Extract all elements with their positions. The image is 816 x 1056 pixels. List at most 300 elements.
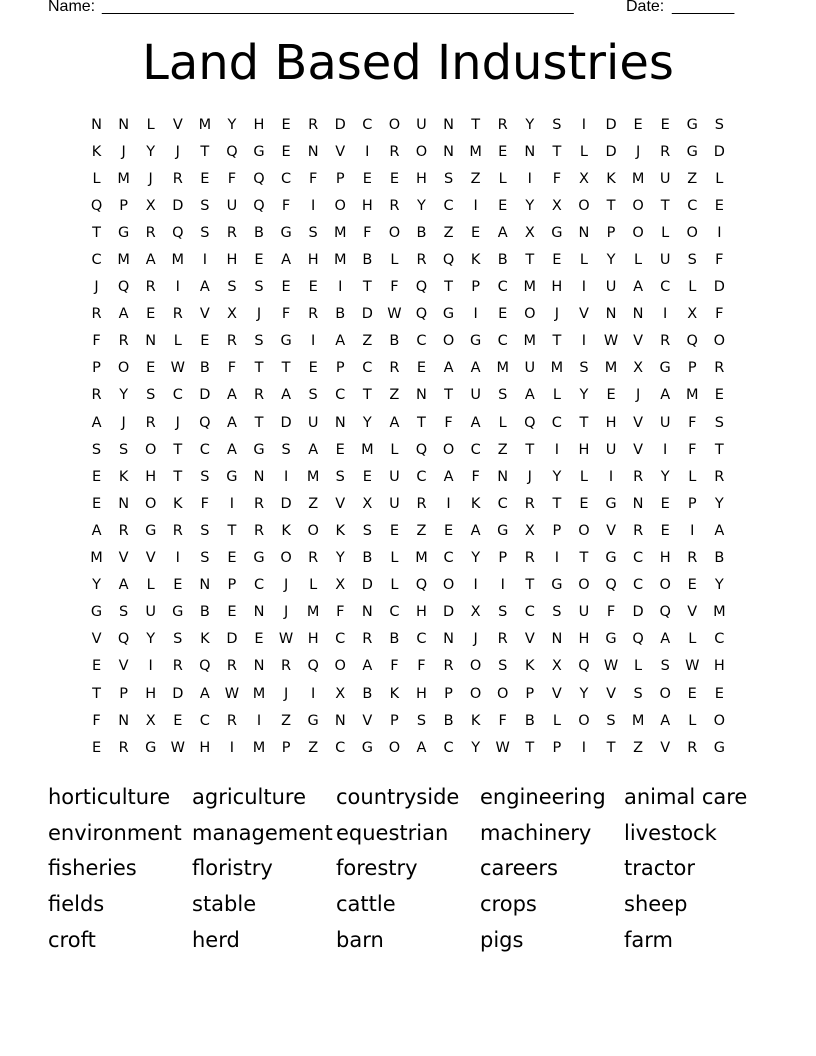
grid-letter: W — [387, 306, 402, 323]
grid-letter: W — [685, 658, 700, 675]
grid-letter: T — [606, 197, 616, 214]
grid-letter: Y — [606, 252, 616, 269]
grid-letter: A — [660, 387, 671, 404]
grid-letter: V — [633, 333, 644, 350]
word-list-item: floristry — [192, 856, 273, 881]
grid-row — [83, 165, 733, 192]
grid-letter: G — [117, 224, 130, 241]
grid-letter: E — [687, 685, 697, 702]
grid-letter: Q — [524, 414, 536, 431]
grid-letter: K — [470, 252, 481, 269]
grid-letter: L — [634, 658, 643, 675]
grid-letter: S — [119, 604, 129, 621]
word-list-item: barn — [336, 928, 384, 953]
grid-letter: M — [117, 170, 130, 187]
grid-letter: S — [200, 197, 210, 214]
grid-letter: I — [608, 468, 614, 485]
grid-letter: T — [660, 197, 670, 214]
grid-letter: E — [254, 631, 264, 648]
grid-letter: K — [470, 495, 481, 512]
word-list-item: management — [192, 820, 333, 845]
grid-letter: P — [335, 170, 345, 187]
grid-letter: Q — [117, 631, 130, 648]
grid-letter: C — [416, 468, 427, 485]
grid-letter: E — [606, 387, 616, 404]
word-list-item: agriculture — [192, 784, 306, 809]
grid-letter: I — [311, 197, 316, 214]
grid-letter: J — [635, 143, 641, 160]
grid-letter: L — [688, 279, 697, 296]
grid-letter: L — [92, 170, 101, 187]
grid-letter: H — [551, 279, 563, 296]
grid-letter: H — [578, 631, 590, 648]
grid-letter: N — [632, 495, 644, 512]
word-list-item: herd — [192, 928, 240, 953]
grid-letter: N — [253, 468, 265, 485]
grid-letter: K — [606, 170, 616, 187]
grid-letter: S — [416, 712, 427, 729]
grid-letter: A — [714, 522, 725, 539]
grid-letter: O — [280, 550, 292, 567]
grid-letter: D — [172, 685, 184, 702]
grid-letter: Z — [389, 387, 400, 404]
grid-letter: D — [713, 143, 725, 160]
grid-row — [83, 328, 733, 355]
grid-letter: N — [443, 116, 454, 133]
grid-letter: L — [390, 550, 399, 567]
grid-letter: Z — [281, 712, 292, 729]
grid-letter: Y — [146, 143, 156, 160]
grid-letter: Q — [415, 577, 428, 594]
grid-letter: G — [551, 577, 563, 594]
grid-letter: E — [498, 197, 508, 214]
word-list-item: cattle — [336, 892, 396, 917]
grid-letter: A — [199, 279, 210, 296]
grid-letter: M — [550, 360, 564, 377]
grid-letter: F — [606, 604, 616, 621]
grid-letter: Q — [199, 658, 211, 675]
grid-letter: O — [578, 522, 590, 539]
grid-letter: H — [307, 631, 319, 648]
grid-row — [83, 653, 733, 680]
grid-letter: G — [605, 550, 617, 567]
grid-letter: R — [362, 631, 373, 648]
grid-letter: M — [198, 116, 212, 133]
grid-letter: N — [253, 604, 265, 621]
grid-letter: B — [199, 604, 210, 621]
grid-letter: R — [253, 495, 265, 512]
grid-letter: S — [579, 360, 589, 377]
grid-letter: I — [554, 441, 559, 458]
grid-letter: H — [307, 252, 319, 269]
grid-letter: T — [471, 116, 481, 133]
grid-letter: V — [524, 631, 535, 648]
grid-letter: G — [307, 712, 319, 729]
grid-letter: R — [91, 306, 102, 323]
grid-letter: F — [336, 604, 345, 621]
grid-letter: N — [118, 495, 130, 512]
grid-letter: O — [469, 685, 482, 702]
grid-letter: F — [471, 468, 480, 485]
grid-letter: C — [91, 252, 102, 269]
grid-letter: D — [361, 577, 373, 594]
grid-letter: J — [473, 631, 478, 648]
grid-letter: F — [92, 712, 101, 729]
grid-letter: Q — [578, 658, 590, 675]
grid-letter: O — [144, 495, 157, 512]
grid-letter: Y — [471, 739, 481, 756]
grid-letter: H — [361, 197, 373, 214]
grid-row — [83, 246, 733, 273]
grid-letter: E — [714, 197, 724, 214]
grid-letter: G — [605, 495, 617, 512]
grid-letter: C — [443, 739, 454, 756]
grid-letter: T — [444, 279, 453, 296]
grid-letter: M — [252, 739, 266, 756]
grid-letter: G — [145, 739, 157, 756]
grid-letter: C — [362, 360, 373, 377]
grid-letter: R — [281, 658, 292, 675]
grid-letter: O — [686, 224, 698, 241]
grid-letter: A — [199, 685, 210, 702]
grid-letter: U — [226, 197, 238, 214]
grid-letter: U — [389, 495, 400, 512]
grid-letter: N — [443, 631, 454, 648]
grid-letter: D — [361, 306, 373, 323]
grid-letter: T — [525, 252, 535, 269]
grid-letter: O — [442, 333, 455, 350]
grid-letter: S — [335, 468, 345, 485]
grid-letter: E — [687, 577, 697, 594]
grid-letter: A — [281, 252, 292, 269]
word-list-item: farm — [624, 928, 673, 953]
word-list-item: machinery — [480, 820, 592, 845]
grid-letter: I — [581, 739, 587, 756]
grid-letter: M — [361, 441, 374, 458]
grid-letter: G — [253, 550, 265, 567]
grid-letter: E — [660, 116, 670, 133]
grid-letter: R — [118, 333, 129, 350]
grid-letter: Z — [497, 441, 508, 458]
grid-row — [83, 355, 733, 382]
grid-letter: E — [362, 170, 372, 187]
word-list-row — [48, 779, 768, 815]
grid-letter: J — [635, 387, 641, 404]
grid-letter: J — [283, 604, 289, 621]
grid-letter: R — [118, 522, 129, 539]
grid-letter: V — [199, 306, 210, 323]
grid-letter: Q — [253, 170, 265, 187]
grid-letter: K — [173, 495, 183, 512]
grid-letter: P — [92, 360, 101, 377]
grid-letter: T — [444, 387, 453, 404]
grid-letter: V — [606, 685, 616, 702]
grid-letter: P — [444, 685, 453, 702]
grid-letter: Z — [687, 170, 698, 187]
grid-letter: R — [145, 224, 156, 241]
grid-letter: C — [497, 333, 508, 350]
word-list — [48, 779, 768, 958]
grid-letter: E — [173, 577, 183, 594]
grid-letter: I — [311, 333, 316, 350]
grid-letter: N — [497, 468, 509, 485]
grid-letter: N — [524, 143, 536, 160]
grid-letter: F — [281, 197, 291, 214]
grid-letter: G — [253, 441, 265, 458]
word-list-item: tractor — [624, 856, 695, 881]
grid-letter: E — [308, 360, 318, 377]
grid-row — [83, 707, 733, 734]
grid-letter: S — [200, 224, 210, 241]
grid-letter: S — [281, 441, 291, 458]
grid-letter: T — [417, 414, 426, 431]
grid-letter: T — [173, 468, 183, 485]
grid-letter: N — [605, 306, 617, 323]
grid-letter: B — [254, 224, 264, 241]
grid-letter: K — [91, 143, 102, 160]
grid-letter: A — [443, 468, 454, 485]
grid-letter: E — [281, 116, 291, 133]
grid-letter: C — [335, 631, 346, 648]
grid-letter: R — [226, 224, 237, 241]
grid-letter: G — [686, 143, 698, 160]
grid-letter: Q — [415, 306, 428, 323]
grid-letter: N — [118, 712, 130, 729]
grid-letter: W — [170, 739, 185, 756]
grid-letter: D — [605, 143, 617, 160]
grid-letter: A — [389, 414, 400, 431]
grid-letter: L — [552, 712, 561, 729]
grid-letter: N — [334, 712, 346, 729]
grid-letter: X — [578, 170, 589, 187]
grid-letter: X — [470, 604, 481, 621]
grid-letter: M — [469, 143, 482, 160]
grid-letter: C — [551, 414, 562, 431]
header — [0, 0, 816, 20]
grid-letter: J — [283, 685, 289, 702]
grid-letter: W — [278, 631, 294, 648]
grid-letter: O — [442, 441, 455, 458]
grid-letter: V — [172, 116, 183, 133]
grid-letter: Q — [172, 224, 184, 241]
grid-letter: C — [524, 604, 535, 621]
grid-letter: S — [91, 441, 102, 458]
grid-letter: T — [552, 143, 562, 160]
grid-letter: Y — [525, 197, 535, 214]
grid-letter: G — [361, 739, 373, 756]
date-field-line: _______ — [672, 0, 735, 15]
grid-letter: A — [118, 306, 129, 323]
grid-letter: J — [527, 468, 532, 485]
grid-letter: Q — [307, 658, 319, 675]
grid-letter: J — [175, 143, 180, 160]
grid-letter: T — [92, 685, 101, 702]
grid-letter: N — [307, 143, 319, 160]
grid-letter: U — [605, 441, 617, 458]
grid-letter: E — [660, 522, 670, 539]
grid-letter: S — [254, 279, 264, 296]
grid-letter: V — [118, 658, 129, 675]
grid-letter: V — [606, 522, 616, 539]
grid-letter: W — [495, 739, 510, 756]
grid-letter: G — [497, 522, 509, 539]
grid-letter: D — [442, 604, 455, 621]
grid-letter: E — [443, 522, 454, 539]
grid-letter: Y — [417, 197, 426, 214]
grid-letter: H — [145, 685, 157, 702]
grid-letter: G — [686, 116, 698, 133]
grid-letter: G — [226, 468, 238, 485]
grid-letter: A — [118, 577, 129, 594]
grid-letter: B — [362, 685, 373, 702]
grid-letter: S — [146, 387, 156, 404]
grid-letter: B — [362, 550, 373, 567]
grid-letter: V — [660, 739, 671, 756]
grid-letter: K — [118, 468, 129, 485]
grid-letter: H — [416, 170, 427, 187]
grid-letter: P — [606, 224, 616, 241]
grid-letter: X — [145, 197, 156, 214]
grid-row — [83, 680, 733, 707]
name-field-line: _____________________________________________________ — [102, 0, 574, 15]
grid-letter: O — [334, 658, 346, 675]
grid-letter: E — [416, 360, 427, 377]
grid-letter: G — [172, 604, 184, 621]
grid-letter: C — [253, 577, 265, 594]
grid-letter: F — [363, 224, 372, 241]
grid-letter: A — [226, 387, 237, 404]
grid-letter: T — [254, 360, 264, 377]
grid-letter: Q — [90, 197, 103, 214]
grid-letter: D — [632, 604, 644, 621]
page-title: Land Based Industries — [142, 35, 674, 91]
grid-letter: O — [659, 577, 671, 594]
grid-letter: S — [200, 468, 210, 485]
grid-letter: I — [338, 279, 343, 296]
grid-letter: Z — [308, 739, 319, 756]
grid-letter: L — [173, 333, 182, 350]
grid-letter: R — [172, 658, 183, 675]
grid-letter: N — [632, 306, 644, 323]
grid-letter: U — [605, 279, 617, 296]
grid-row — [83, 599, 733, 626]
grid-letter: S — [660, 658, 670, 675]
grid-letter: Y — [660, 468, 670, 485]
grid-letter: E — [200, 170, 210, 187]
grid-letter: D — [172, 197, 184, 214]
grid-letter: X — [524, 522, 535, 539]
grid-row — [83, 517, 733, 544]
grid-letter: I — [717, 224, 722, 241]
grid-letter: L — [146, 116, 155, 133]
grid-letter: C — [416, 333, 427, 350]
grid-letter: R — [308, 550, 319, 567]
grid-letter: T — [579, 414, 589, 431]
grid-row — [83, 138, 733, 165]
word-list-item: sheep — [624, 892, 688, 917]
grid-letter: K — [389, 685, 400, 702]
grid-letter: L — [579, 468, 588, 485]
grid-letter: W — [603, 658, 619, 675]
word-list-item: fields — [48, 892, 105, 917]
grid-letter: Q — [253, 197, 265, 214]
grid-letter: Y — [335, 550, 345, 567]
grid-letter: T — [281, 360, 291, 377]
grid-letter: K — [470, 712, 481, 729]
grid-letter: F — [92, 333, 101, 350]
grid-letter: N — [145, 333, 157, 350]
grid-letter: L — [688, 631, 697, 648]
grid-letter: Y — [552, 468, 562, 485]
grid-letter: Z — [416, 522, 427, 539]
grid-letter: Y — [525, 116, 535, 133]
grid-letter: L — [146, 577, 155, 594]
grid-letter: U — [659, 252, 671, 269]
grid-letter: Y — [362, 414, 372, 431]
grid-letter: L — [715, 170, 724, 187]
grid-letter: T — [525, 577, 535, 594]
grid-letter: I — [283, 468, 289, 485]
grid-letter: E — [91, 468, 102, 485]
grid-letter: Q — [605, 577, 617, 594]
grid-letter: X — [633, 360, 644, 377]
grid-letter: L — [498, 414, 507, 431]
grid-letter: M — [117, 252, 130, 269]
grid-row — [83, 490, 733, 517]
grid-letter: V — [578, 306, 589, 323]
grid-letter: A — [91, 522, 102, 539]
grid-letter: D — [226, 631, 238, 648]
grid-letter: Y — [579, 685, 589, 702]
grid-letter: A — [660, 631, 671, 648]
grid-letter: K — [525, 658, 535, 675]
grid-letter: M — [306, 604, 320, 621]
grid-letter: T — [362, 387, 372, 404]
grid-row — [83, 545, 733, 572]
grid-row — [83, 572, 733, 599]
grid-letter: R — [145, 414, 156, 431]
grid-letter: R — [226, 333, 237, 350]
grid-letter: Y — [92, 577, 101, 594]
grid-letter: O — [307, 522, 319, 539]
grid-letter: O — [578, 197, 590, 214]
grid-letter: O — [659, 685, 671, 702]
grid-letter: E — [173, 712, 183, 729]
grid-letter: S — [498, 604, 508, 621]
grid-letter: O — [334, 197, 346, 214]
grid-letter: O — [117, 360, 130, 377]
grid-letter: I — [175, 279, 180, 296]
grid-letter: F — [715, 306, 724, 323]
grid-letter: L — [579, 252, 588, 269]
grid-letter: L — [688, 712, 697, 729]
grid-letter: I — [256, 712, 262, 729]
grid-letter: S — [308, 224, 318, 241]
grid-letter: S — [227, 279, 237, 296]
grid-letter: N — [253, 658, 265, 675]
grid-letter: F — [390, 658, 399, 675]
grid-letter: B — [443, 712, 454, 729]
grid-letter: L — [579, 143, 588, 160]
word-list-row — [48, 851, 768, 887]
grid-letter: D — [713, 279, 725, 296]
grid-letter: R — [714, 360, 725, 377]
word-list-row — [48, 886, 768, 922]
grid-letter: U — [307, 414, 319, 431]
word-list-item: horticulture — [48, 784, 171, 809]
date-label: Date: — [626, 0, 665, 15]
grid-letter: Z — [633, 739, 644, 756]
